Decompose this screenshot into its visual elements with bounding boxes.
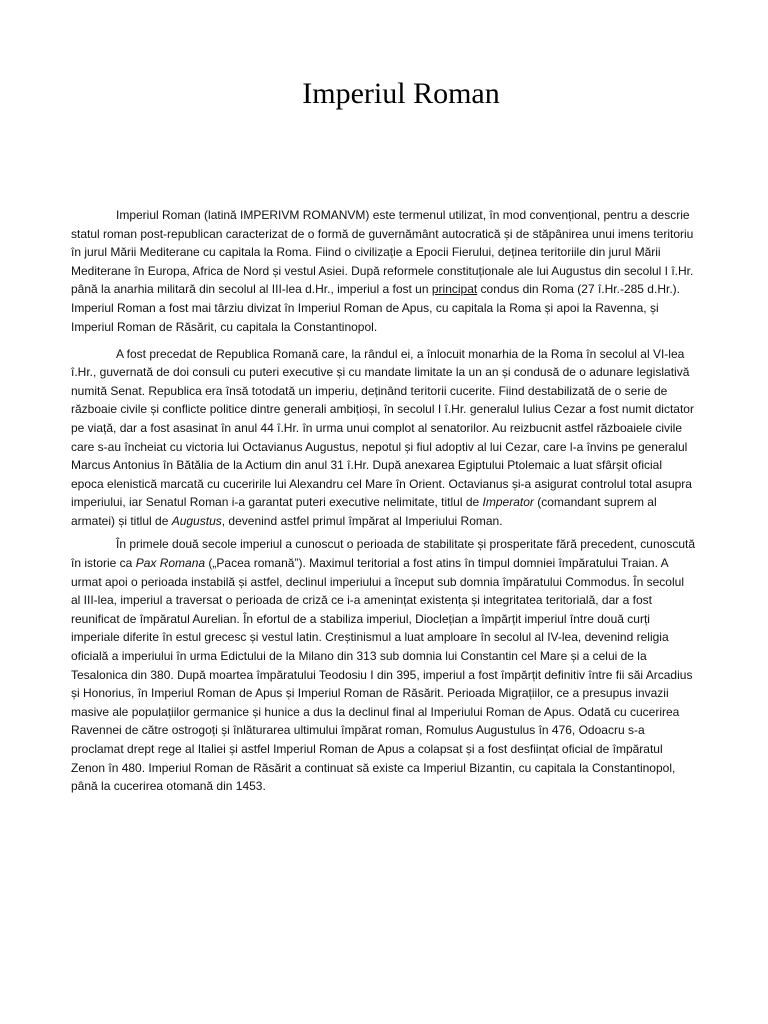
paragraph-3-run-3: („Pacea romană”). Maximul teritorial a fost atins în timpul domniei împăratului Traian. A urmat apoi o perioada instabilă și astfel, declinul imperiului a început sub domnia împăratului Commodus. În secolul al III-lea, imperiul a traversat o perioada de criză ce i-a amenințat existența și integritatea teritorială, dar a fost reunificat de împăratul Aurelian. În efortul de a stabiliza imperiul, Dioclețian a împărțit imperiul între două curți imperiale diferite în estul grecesc și vestul latin. Creștinismul a luat amploare în secolul al IV-lea, devenind religia oficială a imperiului în urma Edictului de la Milano din 313 sub domnia lui Constantin cel Mare și a celui de la Tesalonica din 380. După moartea împăratului Teodosiu I din 395, imperiul a fost împărțit definitiv între fii săi Arcadius și Honorius, în Imperiul Roman de Apus și Imperiul Roman de Răsărit. Perioada Migrațiilor, ce a presupus invazii masive ale populațiilor germanice și hunice a dus la declinul final al Imperiului Roman de Apus. Odată cu cucerirea Ravennei de către ostrogoți și înlăturarea ultimului împărat roman, Romulus Augustulus în 476, Odoacru s-a proclamat drept rege al Italiei și astfel Imperiul Roman de Apus a colapsat și a fost desființat oficial de împăratul Zenon în 480. Imperiul Roman de Răsărit a continuat să existe ca Imperiul Bizantin, cu capitala la Constantinopol, până la cucerirea otomană din 1453. <box>71 556 693 794</box>
paragraph-3 <box>71 535 696 795</box>
augustus-term: Augustus <box>171 513 222 528</box>
document-title: Imperiul Roman <box>302 77 500 110</box>
paragraph-2-run-1: A fost precedat de Republica Romană care, la rândul ei, a înlocuit monarhia de la Roma în secolul al VI-lea î.Hr., guvernată de doi consuli cu puteri executive și cu mandate limitate la un an și condusă de o adunare legislativă numită Senat. Republica era însă totodată un imperiu, deținând teritorii cucerite. Fiind destabilizată de o serie de războaie civile și conflicte politice dintre generali ambițioși, în secolul I î.Hr. generalul Iulius Cezar a fost numit dictator pe viață, dar a fost asasinat în anul 44 î.Hr. în urma unui complot al senatorilor. Au reizbucnit astfel războaiele civile care s-au încheiat cu victoria lui Octavianus Augustus, nepotul și fiul adoptiv al lui Cezar, care l-a învins pe generalul Marcus Antonius în Bătălia de la Actium din anul 31 î.Hr. După anexarea Egiptului Ptolemaic a luat sfârșit oficial epoca elenistică marcată cu cuceririle lui Alexandru cel Mare în Orient. Octavianus și-a asigurat controlul total asupra imperiului, iar Senatul Roman i-a garantat puteri executive nelimitate, titlul de <box>71 346 694 510</box>
paragraph-1-run-3: condus din Roma (27 î.Hr.-285 d.Hr.). Imperiul Roman a fost mai târziu divizat în Imperiul Roman de Apus, cu capitala la Roma și apoi la Ravenna, și Imperiul Roman de Răsărit, cu capitala la Constantinopol. <box>71 282 680 334</box>
paragraph-2-run-5: , devenind astfel primul împărat al Imperiului Roman. <box>221 513 503 528</box>
paragraph-1-run-1: Imperiul Roman (latină IMPERIVM ROMANVM) este termenul utilizat, în mod convențional, pentru a descrie statul roman post-republican caracterizat de o formă de guvernământ autocratică și de stăpânirea unui imens teritoriu în jurul Mării Mediterane cu capitala la Roma. Fiind o civilizație a Epocii Fierului, deținea teritoriile din jurul Mării Mediterane în Europa, Africa de Nord și vestul Asiei. După reformele constituționale ale lui Augustus din secolul I î.Hr. până la anarhia militară din secolul al III-lea d.Hr., imperiul a fost un <box>71 208 694 297</box>
document-body <box>71 206 696 796</box>
pax-romana-term: Pax Romana <box>135 556 206 571</box>
paragraph-1 <box>71 206 696 336</box>
paragraph-2 <box>71 345 696 531</box>
imperator-term: Imperator <box>482 495 534 510</box>
principat-link[interactable]: principat <box>431 282 478 297</box>
paragraph-2-run-3: (comandant suprem al armatei) și titlul de <box>71 495 657 528</box>
paragraph-3-run-1: În primele două secole imperiul a cunoscut o perioada de stabilitate și prosperitate fără precedent, cunoscută în istorie ca <box>71 537 696 571</box>
